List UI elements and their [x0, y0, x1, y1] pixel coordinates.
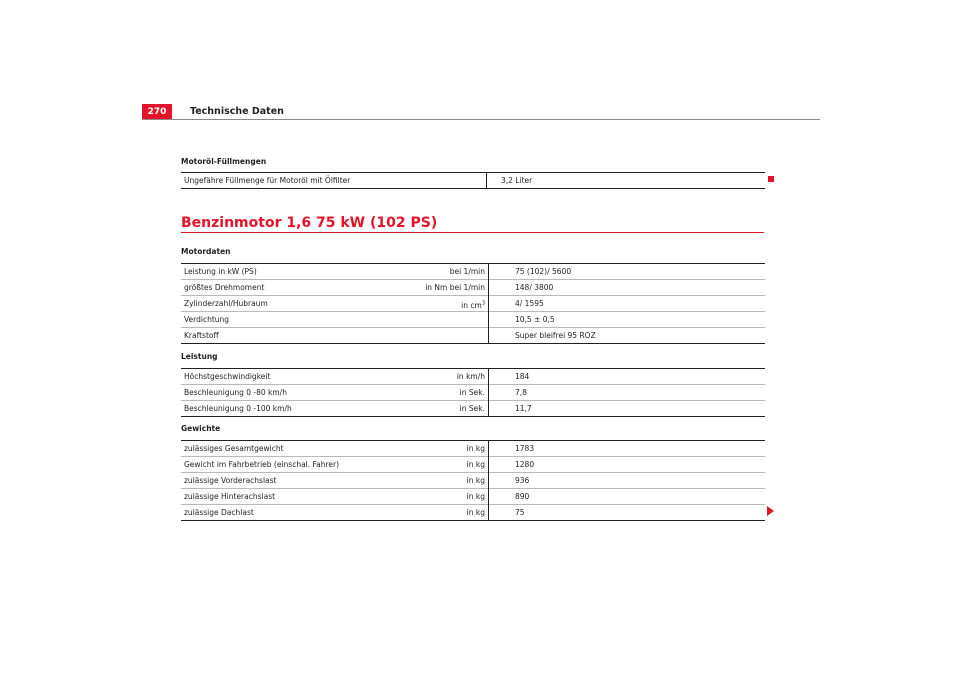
spec-value: 7,8 — [489, 385, 766, 401]
spec-unit: in km/h — [412, 369, 489, 385]
table-row — [181, 385, 765, 401]
spec-label: Beschleunigung 0 -100 km/h — [181, 401, 412, 417]
spec-label: zulässige Vorderachslast — [181, 473, 412, 489]
spec-label: zulässiges Gesamtgewicht — [184, 443, 284, 453]
spec-label: Verdichtung — [181, 312, 412, 328]
spec-value: 4/ 1595 — [489, 296, 766, 312]
spec-value: 890 — [489, 489, 766, 505]
table-row — [181, 441, 765, 457]
end-of-section-marker — [768, 176, 774, 182]
spec-value: 148/ 3800 — [489, 280, 766, 296]
table-row — [181, 457, 765, 473]
table-row — [181, 328, 765, 344]
section-title-rule — [181, 232, 764, 233]
performance-heading: Leistung — [181, 352, 218, 361]
spec-unit: bei 1/min — [412, 264, 489, 280]
engine-data-table — [181, 263, 765, 344]
table-row — [181, 264, 765, 280]
weights-heading: Gewichte — [181, 424, 221, 433]
spec-value: 10,5 ± 0,5 — [489, 312, 766, 328]
spec-unit: in kg — [412, 489, 489, 505]
spec-value: Super bleifrei 95 ROZ — [489, 328, 766, 344]
running-head-title: Technische Daten — [190, 106, 284, 117]
continue-arrow-icon — [767, 506, 774, 516]
oil-capacity-label: Ungefähre Füllmenge für Motoröl mit Ölfilter — [181, 173, 487, 189]
spec-label: zulässige Hinterachslast — [181, 489, 412, 505]
spec-label: zulässige Dachlast — [181, 505, 412, 521]
section-title: Benzinmotor 1,6 75 kW (102 PS) — [181, 215, 438, 231]
spec-unit — [412, 312, 489, 328]
spec-unit: in kg — [412, 505, 489, 521]
spec-label: größtes Drehmoment — [181, 280, 412, 296]
table-row — [181, 489, 765, 505]
spec-unit-text: in cm — [461, 301, 482, 310]
spec-unit — [412, 296, 489, 312]
engine-data-heading: Motordaten — [181, 247, 231, 256]
spec-value: 75 (102)/ 5600 — [515, 266, 572, 276]
table-row — [181, 473, 765, 489]
spec-value: 936 — [489, 473, 766, 489]
oil-capacity-table — [181, 172, 765, 189]
spec-unit: in kg — [412, 441, 489, 457]
spec-unit — [412, 328, 489, 344]
table-row — [181, 312, 765, 328]
spec-unit: in kg — [412, 457, 489, 473]
table-row — [181, 401, 765, 417]
spec-value: 11,7 — [489, 401, 766, 417]
spec-unit: in Nm bei 1/min — [412, 280, 489, 296]
spec-unit: in Sek. — [412, 401, 489, 417]
table-row — [181, 173, 765, 189]
spec-value: 184 — [515, 371, 530, 381]
spec-label: Beschleunigung 0 -80 km/h — [181, 385, 412, 401]
table-row — [181, 369, 765, 385]
spec-unit: in kg — [412, 473, 489, 489]
spec-label: Leistung in kW (PS) — [184, 266, 257, 276]
spec-value: 1280 — [489, 457, 766, 473]
spec-label: Gewicht im Fahrbetrieb (einschal. Fahrer) — [181, 457, 412, 473]
spec-value: 1783 — [515, 443, 535, 453]
spec-unit-superscript: 3 — [481, 300, 485, 307]
spec-unit: in Sek. — [412, 385, 489, 401]
table-row — [181, 296, 765, 312]
spec-label: Höchstgeschwindigkeit — [184, 371, 271, 381]
header-rule — [142, 119, 820, 120]
oil-capacity-heading: Motoröl-Füllmengen — [181, 157, 267, 166]
spec-value: 75 — [489, 505, 766, 521]
page-number: 270 — [142, 104, 172, 120]
spec-label: Kraftstoff — [181, 328, 412, 344]
oil-capacity-value: 3,2 Liter — [501, 175, 533, 185]
table-row — [181, 280, 765, 296]
spec-label: Zylinderzahl/Hubraum — [181, 296, 412, 312]
table-row — [181, 505, 765, 521]
weights-table — [181, 440, 765, 521]
performance-table — [181, 368, 765, 417]
